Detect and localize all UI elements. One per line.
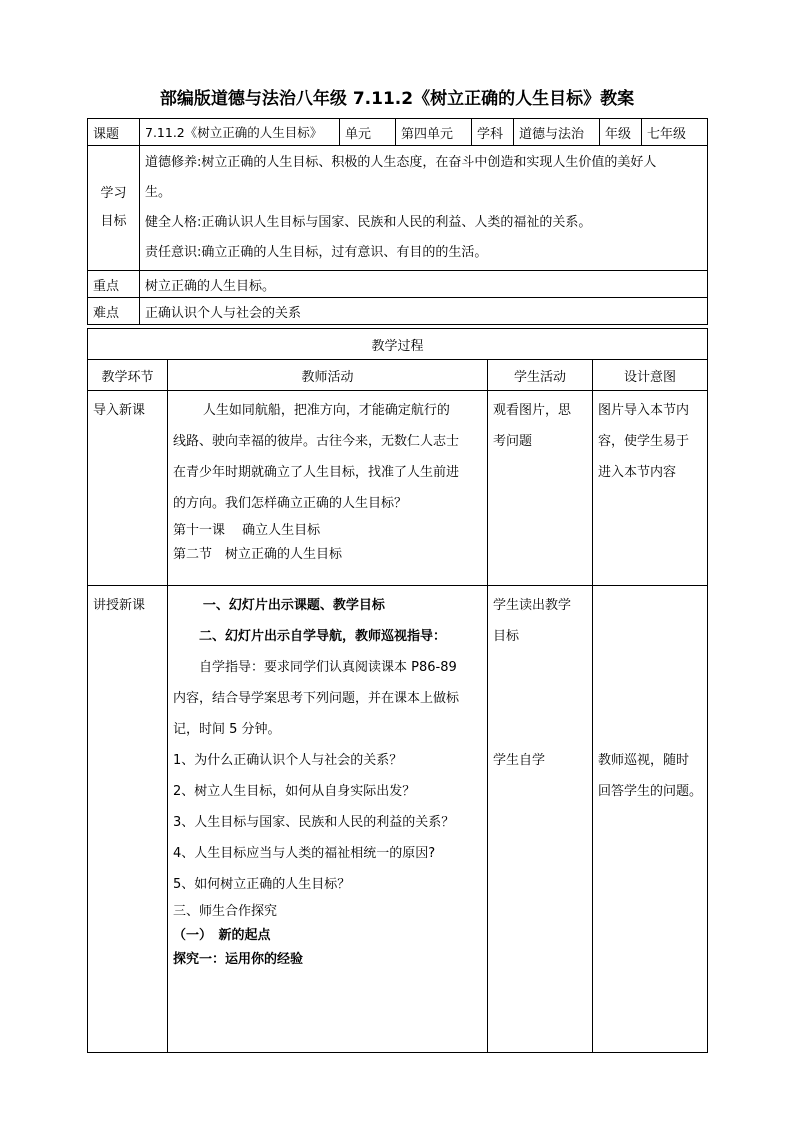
new-stage bbox=[88, 586, 168, 1053]
subject-value: 道德与法治 bbox=[514, 119, 600, 146]
teacher-line: 内容，结合导学案思考下列问题，并在课本上做标 bbox=[173, 691, 460, 706]
grade-label: 年级 bbox=[600, 119, 642, 146]
teacher-line: 在青少年时期就确立了人生目标，找准了人生前进 bbox=[173, 465, 460, 480]
teacher-line: 第二节 树立正确的人生目标 bbox=[173, 547, 343, 562]
new-teacher-activity bbox=[168, 586, 488, 1053]
student-line: 学生读出教学 bbox=[493, 598, 572, 613]
teacher-line: 5、如何树立正确的人生目标？ bbox=[173, 877, 351, 892]
page-title: 部编版道德与法治八年级 7.11.2《树立正确的人生目标》教案 bbox=[159, 89, 635, 109]
info-table bbox=[87, 118, 708, 325]
column-header: 教师活动 bbox=[168, 360, 488, 391]
new-student-activity bbox=[488, 586, 593, 1053]
teacher-line: 探究一：运用你的经验 bbox=[173, 952, 304, 967]
objectives-label-2: 目标 bbox=[100, 214, 127, 229]
new-design-intent bbox=[593, 586, 708, 1053]
objective-line: 生。 bbox=[145, 185, 172, 200]
intro-design-intent bbox=[593, 391, 708, 586]
teacher-line: 人生如同航船，把准方向，才能确定航行的 bbox=[202, 403, 450, 418]
student-line: 学生自学 bbox=[493, 753, 546, 768]
process-heading: 教学过程 bbox=[88, 329, 708, 360]
student-line: 目标 bbox=[493, 629, 520, 644]
student-line: 观看图片，思 bbox=[493, 403, 572, 418]
teacher-line: 4、人生目标应当与人类的福祉相统一的原因? bbox=[173, 846, 436, 861]
design-line: 容，使学生易于 bbox=[598, 434, 690, 449]
topic-value: 7.11.2《树立正确的人生目标》 bbox=[140, 119, 340, 146]
objective-line: 责任意识:确立正确的人生目标，过有意识、有目的的生活。 bbox=[145, 245, 488, 260]
teacher-line: 线路、驶向幸福的彼岸。古往今来，无数仁人志士 bbox=[173, 434, 460, 449]
new-lesson-row bbox=[88, 586, 708, 1053]
teacher-line: 1、为什么正确认识个人与社会的关系？ bbox=[173, 753, 403, 768]
objective-line: 道德修养:树立正确的人生目标、积极的人生态度，在奋斗中创造和实现人生价值的美好人 bbox=[145, 155, 657, 170]
process-columns-row bbox=[88, 360, 708, 391]
objectives-row bbox=[88, 146, 708, 271]
info-row bbox=[88, 119, 708, 146]
design-line: 回答学生的问题。 bbox=[598, 784, 703, 799]
objectives-label bbox=[88, 146, 140, 271]
teacher-line: 自学指导：要求同学们认真阅读课本 P86-89 bbox=[199, 660, 457, 675]
topic-label: 课题 bbox=[88, 119, 140, 146]
teacher-line: 第十一课 确立人生目标 bbox=[173, 523, 321, 538]
unit-value: 第四单元 bbox=[396, 119, 472, 146]
design-line: 教师巡视，随时 bbox=[598, 753, 690, 768]
teacher-line: 2、树立人生目标，如何从自身实际出发？ bbox=[173, 784, 416, 799]
teacher-line: 记，时间 5 分钟。 bbox=[173, 722, 281, 737]
intro-student-activity bbox=[488, 391, 593, 586]
intro-stage bbox=[88, 391, 168, 586]
process-heading-row bbox=[88, 329, 708, 360]
difficulty-row bbox=[88, 298, 708, 325]
objective-line: 健全人格:正确认识人生目标与国家、民族和人民的利益、人类的福祉的关系。 bbox=[145, 215, 592, 230]
student-line: 考问题 bbox=[493, 434, 533, 449]
key-point-row bbox=[88, 271, 708, 298]
key-point-label: 重点 bbox=[88, 271, 140, 298]
intro-teacher-activity bbox=[168, 391, 488, 586]
subject-label: 学科 bbox=[472, 119, 514, 146]
intro-row bbox=[88, 391, 708, 586]
objectives-label-1: 学习 bbox=[100, 186, 127, 201]
teacher-line: （一） 新的起点 bbox=[173, 928, 271, 943]
column-header: 设计意图 bbox=[593, 360, 708, 391]
difficulty-value: 正确认识个人与社会的关系 bbox=[140, 298, 708, 325]
difficulty-label: 难点 bbox=[88, 298, 140, 325]
grade-value: 七年级 bbox=[642, 119, 708, 146]
stage-label: 讲授新课 bbox=[93, 598, 146, 613]
design-line: 图片导入本节内 bbox=[598, 403, 690, 418]
teacher-line: 一、幻灯片出示课题、教学目标 bbox=[202, 598, 385, 613]
teacher-line: 二、幻灯片出示自学导航，教师巡视指导： bbox=[199, 629, 447, 644]
unit-label: 单元 bbox=[340, 119, 396, 146]
design-line: 进入本节内容 bbox=[598, 465, 677, 480]
teacher-line: 的方向。我们怎样确立正确的人生目标？ bbox=[173, 496, 408, 511]
stage-label: 导入新课 bbox=[93, 403, 146, 418]
key-point-value: 树立正确的人生目标。 bbox=[140, 271, 708, 298]
column-header: 学生活动 bbox=[488, 360, 593, 391]
process-table bbox=[87, 328, 708, 1053]
column-header: 教学环节 bbox=[88, 360, 168, 391]
objectives-content bbox=[140, 146, 708, 271]
teacher-line: 3、人生目标与国家、民族和人民的利益的关系？ bbox=[173, 815, 455, 830]
teacher-line: 三、师生合作探究 bbox=[173, 904, 278, 919]
